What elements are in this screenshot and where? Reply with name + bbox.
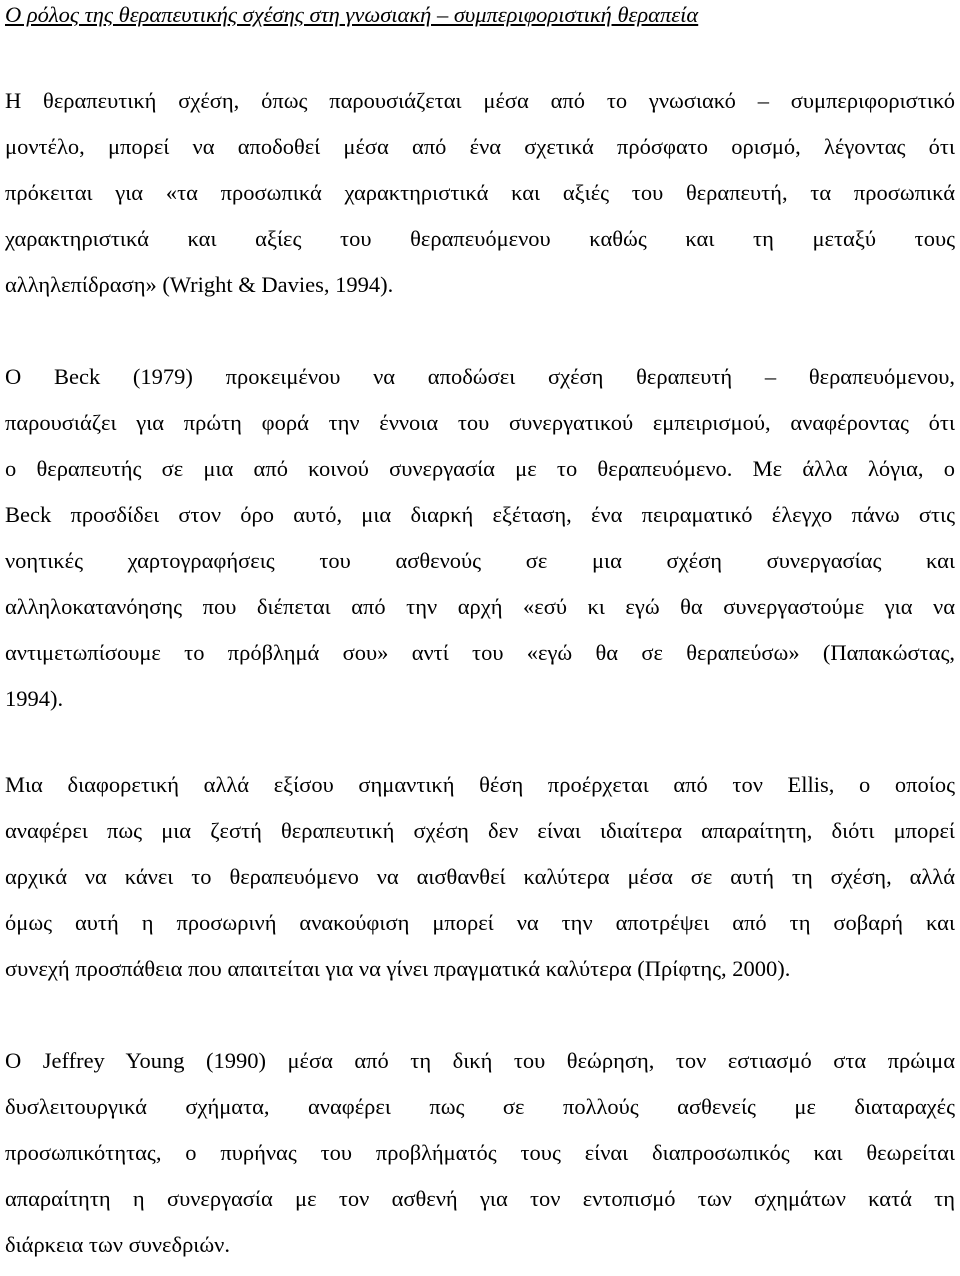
paragraph-beck-collaborative-empiricism: [5, 362, 955, 730]
text-line: συνεχή προσπάθεια που απαιτείται για να γίνει πραγματικά καλύτερα (Πρίφτης, 2000).: [5, 956, 791, 981]
text-line: μοντέλο, μπορεί να αποδοθεί μέσα από ένα σχετικά πρόσφατο ορισμό, λέγοντας ότι: [5, 134, 955, 159]
text-line: πρόκειται για «τα προσωπικά χαρακτηριστικά και αξιές του θεραπευτή, τα προσωπικά: [5, 180, 955, 205]
text-line: 1994).: [5, 686, 64, 711]
text-line: αντιμετωπίσουμε το πρόβλημά σου» αντί του «εγώ θα σε θεραπεύσω» (Παπακώστας,: [5, 640, 955, 665]
document-title: Ο ρόλος της θεραπευτικής σχέσης στη γνωσιακή – συμπεριφοριστική θεραπεία: [5, 2, 699, 27]
text-line: αλληλοκατανόησης που διέπεται από την αρχή «εσύ κι εγώ θα συνεργαστούμε για να: [5, 594, 955, 619]
text-line: O Beck (1979) προκειμένου να αποδώσει σχέση θεραπευτή – θεραπευόμενου,: [5, 364, 955, 389]
text-line: χαρακτηριστικά και αξίες του θεραπευόμενου καθώς και τη μεταξύ τους: [5, 226, 955, 251]
text-line: νοητικές χαρτογραφήσεις του ασθενούς σε μια σχέση συνεργασίας και: [5, 548, 955, 573]
paragraph-ellis-position: [5, 770, 955, 1000]
text-line: προσωπικότητας, ο πυρήνας του προβλήματός τους είναι διαπροσωπικός και θεωρείται: [5, 1140, 955, 1165]
text-line: δυσλειτουργικά σχήματα, αναφέρει πως σε πολλούς ασθενείς με διαταραχές: [5, 1094, 955, 1119]
text-line: αλληλεπίδραση» (Wright & Davies, 1994).: [5, 272, 394, 297]
text-line: αναφέρει πως μια ζεστή θεραπευτική σχέση δεν είναι ιδιαίτερα απαραίτητη, διότι μπορεί: [5, 818, 955, 843]
text-line: Μια διαφορετική αλλά εξίσου σημαντική θέση προέρχεται από τον Ellis, ο οποίος: [5, 772, 955, 797]
text-line: Η θεραπευτική σχέση, όπως παρουσιάζεται μέσα από το γνωσιακό – συμπεριφοριστικό: [5, 88, 955, 113]
text-line: αρχικά να κάνει το θεραπευόμενο να αισθανθεί καλύτερα μέσα σε αυτή τη σχέση, αλλά: [5, 864, 955, 889]
text-line: O Jeffrey Young (1990) μέσα από τη δική του θεώρηση, τον εστιασμό στα πρώιμα: [5, 1048, 955, 1073]
text-line: ο θεραπευτής σε μια από κοινού συνεργασία με το θεραπευόμενο. Με άλλα λόγια, ο: [5, 456, 955, 481]
text-line: διάρκεια των συνεδριών.: [5, 1232, 230, 1257]
text-line: Beck προσδίδει στον όρο αυτό, μια διαρκή εξέταση, ένα πειραματικό έλεγχο πάνω στις: [5, 502, 955, 527]
paragraph-therapeutic-relationship-definition: [5, 86, 955, 316]
text-line: όμως αυτή η προσωρινή ανακούφιση μπορεί να την αποτρέψει από τη σοβαρή και: [5, 910, 955, 935]
text-line: απαραίτητη η συνεργασία με τον ασθενή για τον εντοπισμό των σχημάτων κατά τη: [5, 1186, 955, 1211]
text-line: παρουσιάζει για πρώτη φορά την έννοια του συνεργατικού εμπειρισμού, αναφέροντας ότι: [5, 410, 955, 435]
paragraph-young-schemas: [5, 1046, 955, 1276]
